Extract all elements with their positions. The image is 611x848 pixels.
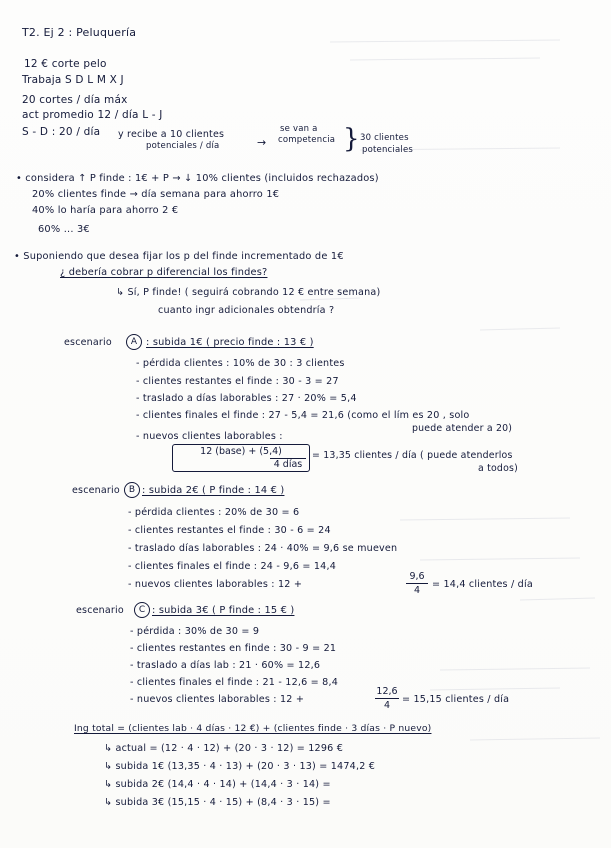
considera-l2: 40% lo haría para ahorro 2 € xyxy=(32,205,179,216)
scenario-b-frac-top: 9,6 xyxy=(409,571,425,582)
scenario-c-frac-top: 12,6 xyxy=(376,686,398,697)
scenario-b-row-3: - traslado días laborables : 24 · 40% = 9,6 se mueven xyxy=(128,543,398,554)
ingreso-row-subida-3: ↳ subida 3€ (15,15 · 4 · 15) + (8,4 · 3 · 15) = xyxy=(104,797,331,808)
brace-icon: } xyxy=(343,124,360,154)
scenario-b-frac-bottom: 4 xyxy=(413,585,421,596)
supuesto-question: ¿ debería cobrar p diferencial los findes? xyxy=(60,267,268,278)
scenario-b-label: escenario xyxy=(72,485,120,496)
scenario-a-row-3: - traslado a días laborables : 27 · 20% = 5,4 xyxy=(136,393,357,404)
scenario-c-row-2: - clientes restantes en finde : 30 - 9 = 21 xyxy=(130,643,337,654)
scenario-c-row-3: - traslado a días lab : 21 · 60% = 12,6 xyxy=(130,660,321,671)
scenario-a-box-top: 12 (base) + (5,4) xyxy=(200,446,282,457)
scenario-a-label: escenario xyxy=(64,337,112,348)
supuesto-answer-2: cuanto ingr adicionales obtendría ? xyxy=(158,305,335,316)
scenario-c-label: escenario xyxy=(76,605,124,616)
scenario-a-result-2: a todos) xyxy=(478,463,518,474)
scenario-c-row-4: - clientes finales el finde : 21 - 12,6 = 8,4 xyxy=(130,677,339,688)
ingreso-row-actual: ↳ actual = (12 · 4 · 12) + (20 · 3 · 12) = 1296 € xyxy=(104,743,344,754)
scenario-b-mark: B xyxy=(124,482,140,498)
scenario-a-row-4b: puede atender a 20) xyxy=(412,423,513,434)
scenario-a-row-4: - clientes finales el finde : 27 - 5,4 = 21,6 (como el lím es 20 , solo xyxy=(136,410,470,421)
scenario-c-tail: = 15,15 clientes / día xyxy=(402,694,510,705)
considera-l1: 20% clientes finde → día semana para ahorro 1€ xyxy=(32,189,280,200)
ingreso-row-subida-2: ↳ subida 2€ (14,4 · 4 · 14) + (14,4 · 3 · 14) = xyxy=(104,779,331,790)
scenario-b-head: : subida 2€ ( P finde : 14 € ) xyxy=(142,485,285,496)
considera-main: • considera ↑ P finde : 1€ + P → ↓ 10% clientes (incluidos rechazados) xyxy=(16,173,379,184)
scenario-b-row-2: - clientes restantes el finde : 30 - 6 = 24 xyxy=(128,525,331,536)
scenario-b-row-5: - nuevos clientes laborables : 12 + xyxy=(128,579,303,590)
scenario-a-row-5: - nuevos clientes laborables : xyxy=(136,431,283,442)
scenario-c-row-5: - nuevos clientes laborables : 12 + xyxy=(130,694,305,705)
weekend-note-a: y recibe a 10 clientes xyxy=(118,129,225,140)
right-arrow-icon: → xyxy=(257,136,267,149)
weekend-note-d: competencia xyxy=(278,135,336,145)
supuesto-main: • Suponiendo que desea fijar los p del finde incrementado de 1€ xyxy=(14,251,344,262)
scenario-b-row-1: - pérdida clientes : 20% de 30 = 6 xyxy=(128,507,300,518)
supuesto-answer-1: ↳ Sí, P finde! ( seguirá cobrando 12 € entre semana) xyxy=(116,287,381,298)
scenario-c-head: : subida 3€ ( P finde : 15 € ) xyxy=(152,605,295,616)
intro-line-1: 12 € corte pelo xyxy=(24,58,107,70)
weekend-note-b: potenciales / día xyxy=(146,141,220,151)
intro-line-3: 20 cortes / día máx xyxy=(22,94,128,106)
scenario-c-mark: C xyxy=(134,602,150,618)
scenario-a-head: : subida 1€ ( precio finde : 13 € ) xyxy=(146,337,314,348)
scenario-a-result: = 13,35 clientes / día ( puede atenderlos xyxy=(312,450,513,461)
scenario-a-mark: A xyxy=(126,334,142,350)
page-title: T2. Ej 2 : Peluquería xyxy=(22,26,137,39)
scenario-c-frac-bottom: 4 xyxy=(383,700,391,711)
scenario-a-row-1: - pérdida clientes : 10% de 30 : 3 clientes xyxy=(136,358,345,369)
weekend-note-e: 30 clientes xyxy=(360,133,409,143)
ingreso-main: Ing total = (clientes lab · 4 días · 12 €) + (clientes finde · 3 días · P nuevo) xyxy=(74,723,432,734)
scenario-b-tail: = 14,4 clientes / día xyxy=(432,579,533,590)
scenario-b-frac-line xyxy=(406,583,428,584)
scenario-c-frac-line xyxy=(375,698,399,699)
scenario-b-row-4: - clientes finales el finde : 24 - 9,6 = 14,4 xyxy=(128,561,337,572)
weekend-note-c: se van a xyxy=(280,124,318,134)
scenario-a-row-2: - clientes restantes el finde : 30 - 3 = 27 xyxy=(136,376,339,387)
weekend-note-f: potenciales xyxy=(362,145,414,155)
intro-line-4: act promedio 12 / día L - J xyxy=(22,109,163,121)
ingreso-row-subida-1: ↳ subida 1€ (13,35 · 4 · 13) + (20 · 3 · 13) = 1474,2 € xyxy=(104,761,376,772)
scenario-a-box-bottom: 4 días xyxy=(273,459,303,470)
scenario-c-row-1: - pérdida : 30% de 30 = 9 xyxy=(130,626,260,637)
intro-line-2: Trabaja S D L M X J xyxy=(22,74,124,86)
considera-l3: 60% ... 3€ xyxy=(38,224,90,235)
intro-line-5: S - D : 20 / día xyxy=(22,126,101,138)
